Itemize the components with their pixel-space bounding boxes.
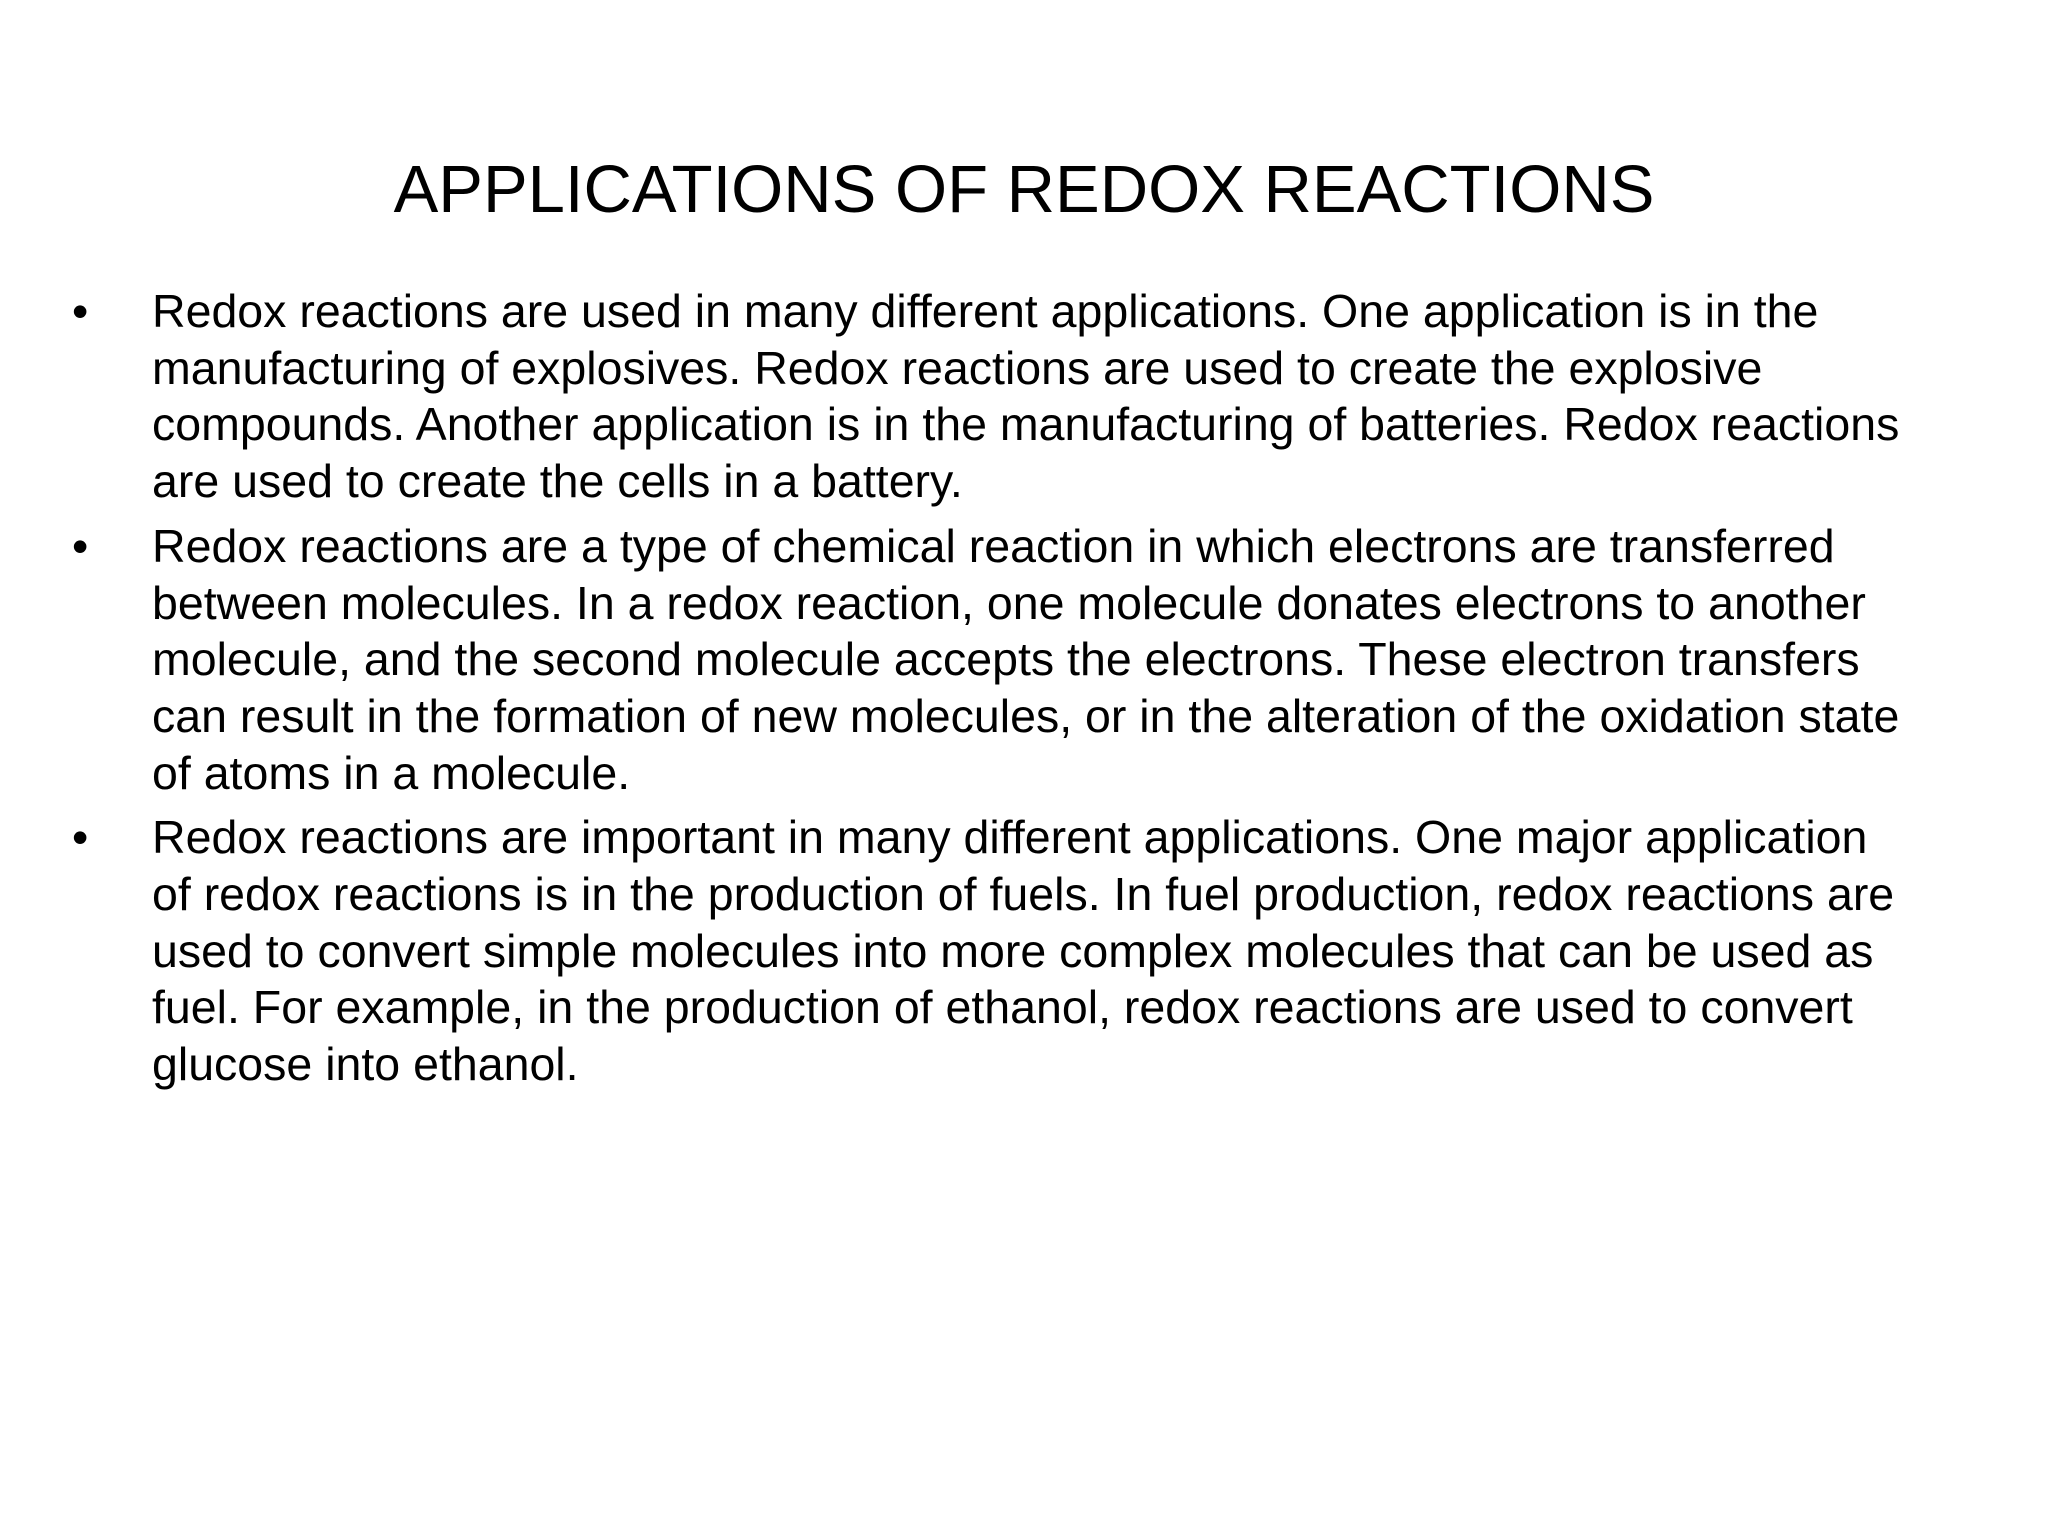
bullet-icon: • xyxy=(72,285,89,337)
bullet-item-3 xyxy=(72,809,1912,1093)
bullet-text-2: Redox reactions are a type of chemical reaction in which electrons are transferred between molecules. In a redox reaction, one molecule donates electrons to another molecule, and the second molecule accepts the electrons. These electron transfers can result in the formation of new molecules, or in the alteration of the oxidation state of atoms in a molecule. xyxy=(152,519,1900,799)
bullet-text-1: Redox reactions are used in many different applications. One application is in the manufacturing of explosives. Redox reactions are used to create the explosive compounds. Another application is in the manufacturing of batteries. Redox reactions are used to create the cells in a battery. xyxy=(152,285,1900,508)
slide-title: APPLICATIONS OF REDOX REACTIONS xyxy=(393,152,1655,227)
bullet-list xyxy=(72,283,1912,1101)
bullet-text-3: Redox reactions are important in many different applications. One major application of redox reactions is in the production of fuels. In fuel production, redox reactions are used to convert simple molecules into more complex molecules that can be used as fuel. For example, in the production of ethanol, redox reactions are used to convert glucose into ethanol. xyxy=(152,811,1895,1091)
bullet-icon: • xyxy=(72,811,89,864)
bullet-icon: • xyxy=(72,519,89,572)
bullet-item-2 xyxy=(72,518,1912,802)
bullet-item-1 xyxy=(72,283,1912,510)
